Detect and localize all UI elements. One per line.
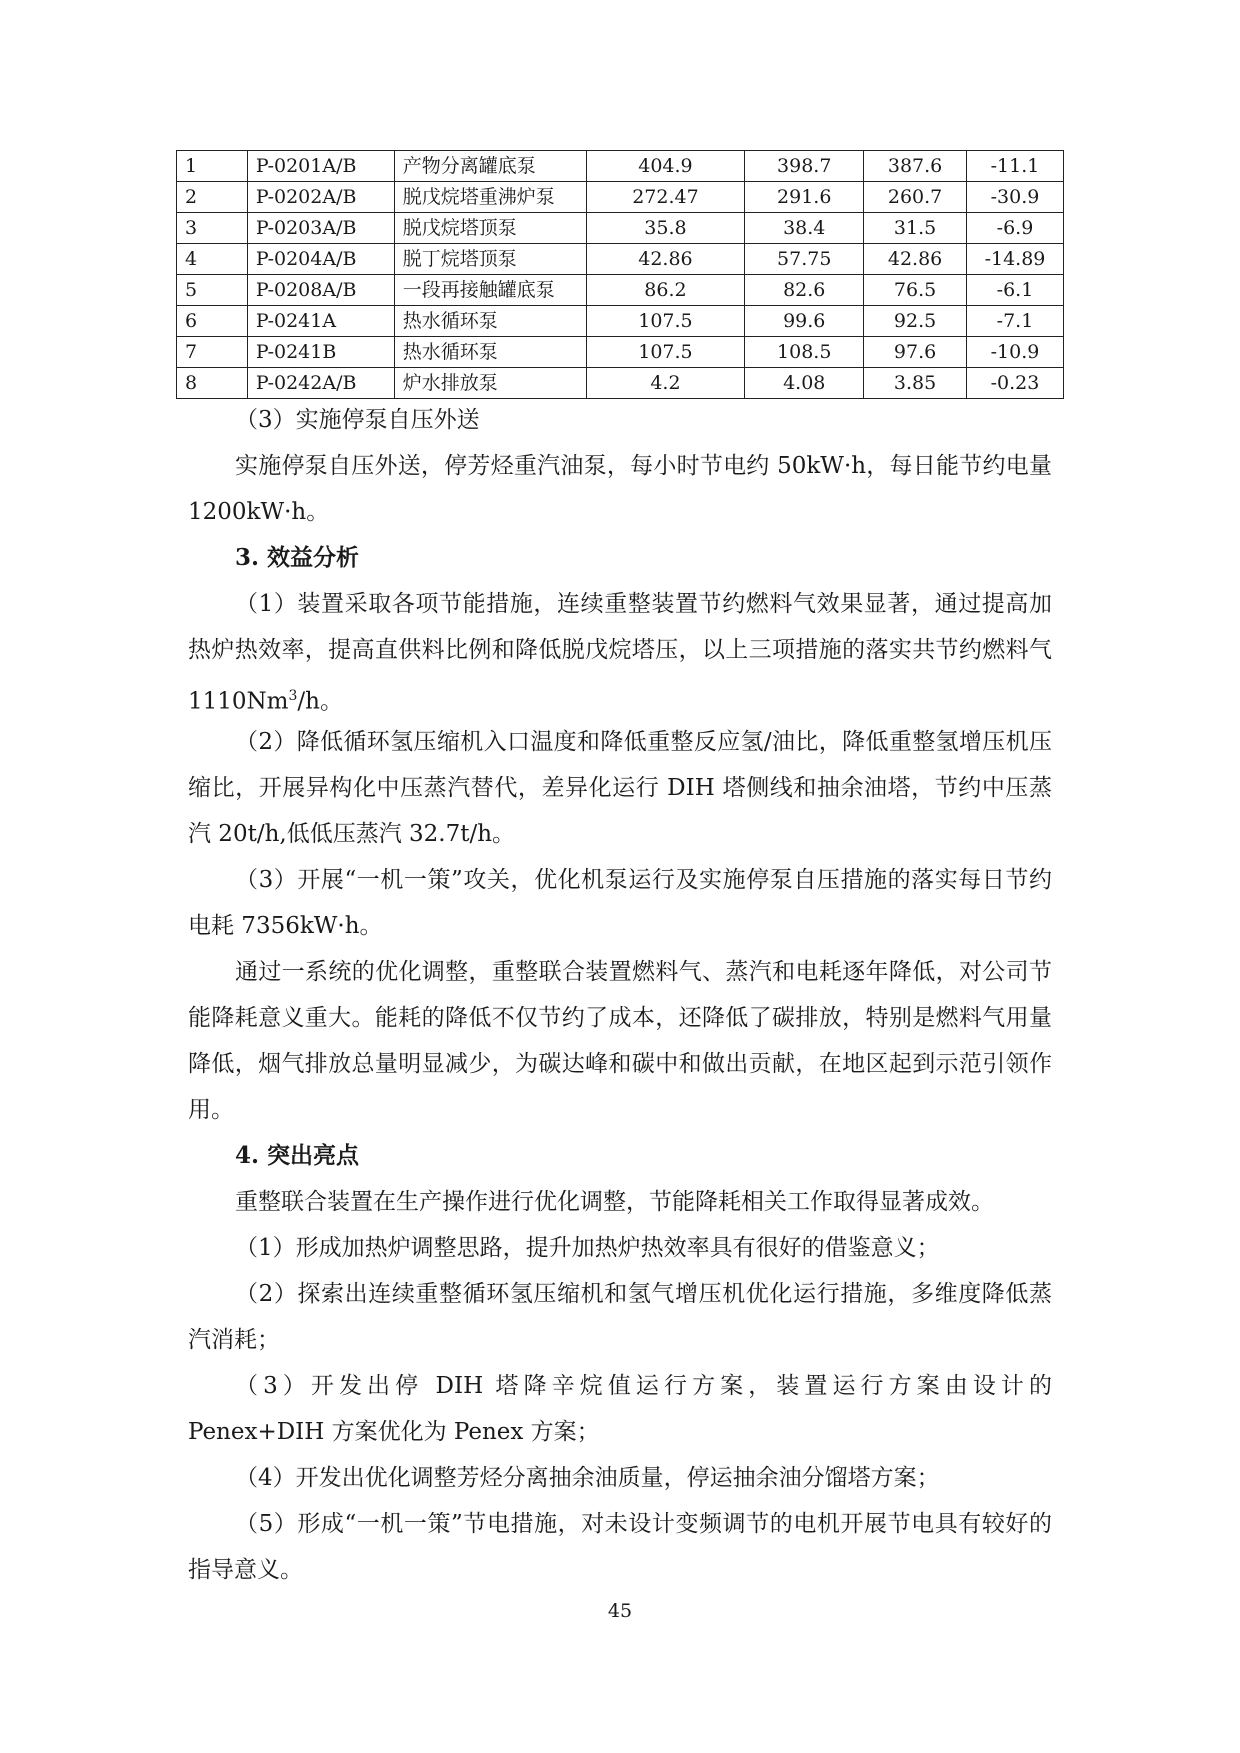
value-a-cell: 42.86 xyxy=(586,244,745,275)
value-b-cell: 108.5 xyxy=(745,337,864,368)
pump-data-table xyxy=(176,150,1064,399)
paragraph-benefit-2: （2）降低循环氢压缩机入口温度和降低重整反应氢/油比，降低重整氢增压机压缩比，开展异构化中压蒸汽替代，差异化运行 DIH 塔侧线和抽余油塔，节约中压蒸汽 20t/h,低低压蒸汽 32.7t/h。 xyxy=(188,729,1052,847)
value-b-cell: 82.6 xyxy=(745,275,864,306)
value-c-cell: 260.7 xyxy=(864,182,967,213)
value-diff-cell: -0.23 xyxy=(967,368,1064,399)
table-row xyxy=(177,151,1064,182)
value-diff-cell: -30.9 xyxy=(967,182,1064,213)
value-a-cell: 107.5 xyxy=(586,306,745,337)
value-c-cell: 42.86 xyxy=(864,244,967,275)
subsection-3-title: （3）实施停泵自压外送 xyxy=(235,407,480,433)
table-row xyxy=(177,306,1064,337)
value-a-cell: 404.9 xyxy=(586,151,745,182)
value-a-cell: 86.2 xyxy=(586,275,745,306)
highlight-item-3: （3）开发出停 DIH 塔降辛烷值运行方案，装置运行方案由设计的 Penex+DIH 方案优化为 Penex 方案； xyxy=(188,1373,1052,1445)
pump-id-cell: P-0201A/B xyxy=(247,151,394,182)
table-row xyxy=(177,275,1064,306)
benefit-1-text: （1）装置采取各项节能措施，连续重整装置节约燃料气效果显著，通过提高加热炉热效率，提高直供料比例和降低脱戊烷塔压，以上三项措施的落实共节约燃料气 1110Nm xyxy=(188,591,1052,715)
value-b-cell: 57.75 xyxy=(745,244,864,275)
pump-name-cell: 脱丁烷塔顶泵 xyxy=(394,244,586,275)
row-index-cell: 2 xyxy=(177,182,248,213)
highlight-item-2: （2）探索出连续重整循环氢压缩机和氢气增压机优化运行措施，多维度降低蒸汽消耗； xyxy=(188,1281,1052,1353)
section-3-heading: 3. 效益分析 xyxy=(235,544,360,571)
page-number: 45 xyxy=(607,1600,633,1622)
table-row xyxy=(177,182,1064,213)
paragraph-benefit-1 xyxy=(188,581,1052,725)
value-c-cell: 3.85 xyxy=(864,368,967,399)
highlight-item-5: （5）形成“一机一策”节电措施，对未设计变频调节的电机开展节电具有较好的指导意义。 xyxy=(188,1511,1052,1583)
pump-table-body xyxy=(177,151,1064,399)
value-a-cell: 107.5 xyxy=(586,337,745,368)
table-row xyxy=(177,244,1064,275)
table-row xyxy=(177,337,1064,368)
paragraph-stop-pump: 实施停泵自压外送，停芳烃重汽油泵，每小时节电约 50kW·h，每日能节约电量 1200kW·h。 xyxy=(188,453,1052,525)
value-c-cell: 387.6 xyxy=(864,151,967,182)
pump-id-cell: P-0203A/B xyxy=(247,213,394,244)
row-index-cell: 5 xyxy=(177,275,248,306)
row-index-cell: 8 xyxy=(177,368,248,399)
paragraph-summary: 通过一系统的优化调整，重整联合装置燃料气、蒸汽和电耗逐年降低，对公司节能降耗意义重大。能耗的降低不仅节约了成本，还降低了碳排放，特别是燃料气用量降低，烟气排放总量明显减少，为碳达峰和碳中和做出贡献，在地区起到示范引领作用。 xyxy=(188,959,1052,1123)
value-c-cell: 97.6 xyxy=(864,337,967,368)
value-diff-cell: -11.1 xyxy=(967,151,1064,182)
pump-name-cell: 脱戊烷塔顶泵 xyxy=(394,213,586,244)
value-b-cell: 291.6 xyxy=(745,182,864,213)
value-b-cell: 38.4 xyxy=(745,213,864,244)
paragraph-highlights-intro: 重整联合装置在生产操作进行优化调整，节能降耗相关工作取得显著成效。 xyxy=(235,1189,994,1215)
pump-name-cell: 热水循环泵 xyxy=(394,337,586,368)
value-diff-cell: -7.1 xyxy=(967,306,1064,337)
value-a-cell: 4.2 xyxy=(586,368,745,399)
row-index-cell: 3 xyxy=(177,213,248,244)
benefit-1-unit: /h。 xyxy=(297,688,343,715)
paragraph-benefit-3: （3）开展“一机一策”攻关，优化机泵运行及实施停泵自压措施的落实每日节约电耗 7356kW·h。 xyxy=(188,867,1052,939)
value-diff-cell: -10.9 xyxy=(967,337,1064,368)
value-a-cell: 35.8 xyxy=(586,213,745,244)
value-diff-cell: -6.1 xyxy=(967,275,1064,306)
pump-name-cell: 炉水排放泵 xyxy=(394,368,586,399)
highlight-item-4: （4）开发出优化调整芳烃分离抽余油质量，停运抽余油分馏塔方案； xyxy=(235,1465,940,1491)
value-diff-cell: -14.89 xyxy=(967,244,1064,275)
pump-id-cell: P-0202A/B xyxy=(247,182,394,213)
pump-name-cell: 热水循环泵 xyxy=(394,306,586,337)
row-index-cell: 1 xyxy=(177,151,248,182)
value-c-cell: 92.5 xyxy=(864,306,967,337)
row-index-cell: 7 xyxy=(177,337,248,368)
value-diff-cell: -6.9 xyxy=(967,213,1064,244)
value-b-cell: 4.08 xyxy=(745,368,864,399)
pump-name-cell: 脱戊烷塔重沸炉泵 xyxy=(394,182,586,213)
pump-name-cell: 产物分离罐底泵 xyxy=(394,151,586,182)
pump-id-cell: P-0241B xyxy=(247,337,394,368)
pump-id-cell: P-0208A/B xyxy=(247,275,394,306)
row-index-cell: 4 xyxy=(177,244,248,275)
pump-id-cell: P-0241A xyxy=(247,306,394,337)
value-a-cell: 272.47 xyxy=(586,182,745,213)
value-b-cell: 398.7 xyxy=(745,151,864,182)
pump-id-cell: P-0204A/B xyxy=(247,244,394,275)
section-4-heading: 4. 突出亮点 xyxy=(235,1142,360,1169)
value-c-cell: 31.5 xyxy=(864,213,967,244)
highlight-item-1: （1）形成加热炉调整思路，提升加热炉热效率具有很好的借鉴意义； xyxy=(235,1235,940,1261)
row-index-cell: 6 xyxy=(177,306,248,337)
table-row xyxy=(177,368,1064,399)
value-b-cell: 99.6 xyxy=(745,306,864,337)
pump-name-cell: 一段再接触罐底泵 xyxy=(394,275,586,306)
pump-id-cell: P-0242A/B xyxy=(247,368,394,399)
table-row xyxy=(177,213,1064,244)
value-c-cell: 76.5 xyxy=(864,275,967,306)
benefit-1-superscript: 3 xyxy=(288,688,298,704)
